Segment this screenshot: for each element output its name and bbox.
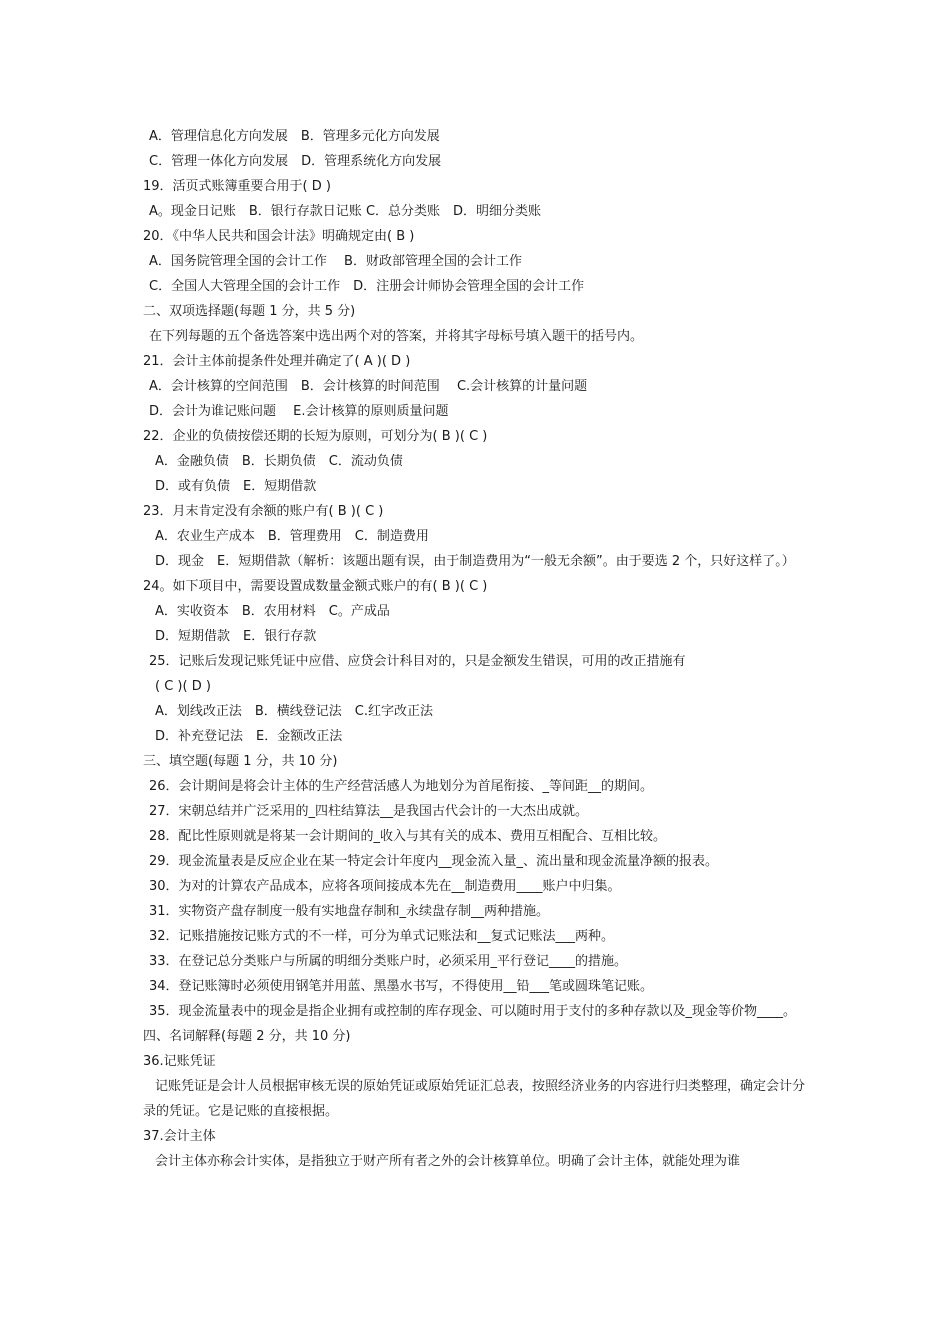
text-line: 三、填空题(每题 1 分，共 10 分): [143, 754, 338, 769]
text-line: ( C )( D ): [155, 679, 211, 694]
text-line: 19．活页式账簿重要合用于( D ): [143, 179, 331, 194]
document-body: [143, 124, 813, 1174]
text-line: 29．现金流量表是反应企业在某一特定会计年度内__现金流入量_、流出量和现金流量净额的报表。: [149, 854, 719, 869]
text-line: 31．实物资产盘存制度一般有实地盘存制和_永续盘存制__两种措施。: [149, 904, 550, 919]
text-line: 36.记账凭证: [143, 1054, 216, 1069]
text-line: D．或有负债 E．短期借款: [155, 479, 317, 494]
text-line: A．实收资本 B．农用材料 C。产成品: [155, 604, 390, 619]
paragraph-q35: 35．现金流量表中的现金是指企业拥有或控制的库存现金、可以随时用于支付的多种存款以及_现金等价物____。: [149, 1004, 797, 1019]
text-line: 四、名词解释(每题 2 分，共 10 分): [143, 1029, 351, 1044]
text-line: A．金融负债 B．长期负债 C．流动负债: [155, 454, 403, 469]
text-line: 在下列每题的五个备选答案中选出两个对的答案，并将其字母标号填入题干的括号内。: [149, 329, 644, 344]
paragraph-q37-definition: 会计主体亦称会计实体，是指独立于财产所有者之外的会计核算单位。明确了会计主体，就能处理为谁: [155, 1154, 741, 1169]
text-line: A．管理信息化方向发展 B．管理多元化方向发展: [149, 129, 440, 144]
paragraph-q23-options-note: D．现金 E．短期借款（解析：该题出题有误，由于制造费用为“一般无余额”。由于要选 2 个，只好这样了。）: [155, 554, 795, 569]
question-block-c: [143, 1024, 813, 1074]
text-line: 30．为对的计算农产品成本，应将各项间接成本先在__制造费用____账户中归集。: [149, 879, 621, 894]
text-line: 23．月末肯定没有余额的账户有( B )( C ): [143, 504, 384, 519]
text-line: A。现金日记账 B．银行存款日记账 C．总分类账 D．明细分类账: [149, 204, 542, 219]
text-line: D．补充登记法 E．金额改正法: [155, 729, 343, 744]
text-line: 26．会计期间是将会计主体的生产经营活感人为地划分为首尾衔接、_等间距__的期间。: [149, 779, 654, 794]
text-line: 22．企业的负债按偿还期的长短为原则，可划分为( B )( C ): [143, 429, 488, 444]
text-line: 34．登记账簿时必须使用钢笔并用蓝、黑墨水书写，不得使用__铅___笔或圆珠笔记账。: [149, 979, 654, 994]
text-line: 25．记账后发现记账凭证中应借、应贷会计科目对的，只是金额发生错误，可用的改正措施有: [149, 654, 686, 669]
text-line: 二、双项选择题(每题 1 分，共 5 分): [143, 304, 356, 319]
text-line: 24。如下项目中，需要设置成数量金额式账户的有( B )( C ): [143, 579, 488, 594]
question-block-d: [143, 1124, 813, 1149]
text-line: A．国务院管理全国的会计工作 B．财政部管理全国的会计工作: [149, 254, 522, 269]
text-line: D．会计为谁记账问题 E.会计核算的原则质量问题: [149, 404, 449, 419]
text-line: C．管理一体化方向发展 D．管理系统化方向发展: [149, 154, 442, 169]
text-line: C．全国人大管理全国的会计工作 D．注册会计师协会管理全国的会计工作: [149, 279, 585, 294]
text-line: D．短期借款 E．银行存款: [155, 629, 317, 644]
text-line: A．会计核算的空间范围 B．会计核算的时间范围 C.会计核算的计量问题: [149, 379, 588, 394]
question-block-b: [143, 574, 813, 999]
text-line: 21．会计主体前提条件处理并确定了( A )( D ): [143, 354, 411, 369]
text-line: 33．在登记总分类账户与所属的明细分类账户时，必须采用_平行登记____的措施。: [149, 954, 628, 969]
text-line: A．农业生产成本 B．管理费用 C．制造费用: [155, 529, 429, 544]
text-line: 28．配比性原则就是将某一会计期间的_收入与其有关的成本、费用互相配合、互相比较。: [149, 829, 667, 844]
paragraph-q36-definition: 记账凭证是会计人员根据审核无误的原始凭证或原始凭证汇总表，按照经济业务的内容进行归类整理，确定会计分录的凭证。它是记账的直接根据。: [143, 1079, 806, 1119]
text-line: 37.会计主体: [143, 1129, 216, 1144]
text-line: 32．记账措施按记账方式的不一样，可分为单式记账法和__复式记账法___两种。: [149, 929, 615, 944]
question-block-a: [143, 124, 813, 549]
text-line: 20．《中华人民共和国会计法》明确规定由( B ): [143, 229, 415, 244]
text-line: A．划线改正法 B．横线登记法 C.红字改正法: [155, 704, 434, 719]
text-line: 27．宋朝总结并广泛采用的_四柱结算法__是我国古代会计的一大杰出成就。: [149, 804, 589, 819]
